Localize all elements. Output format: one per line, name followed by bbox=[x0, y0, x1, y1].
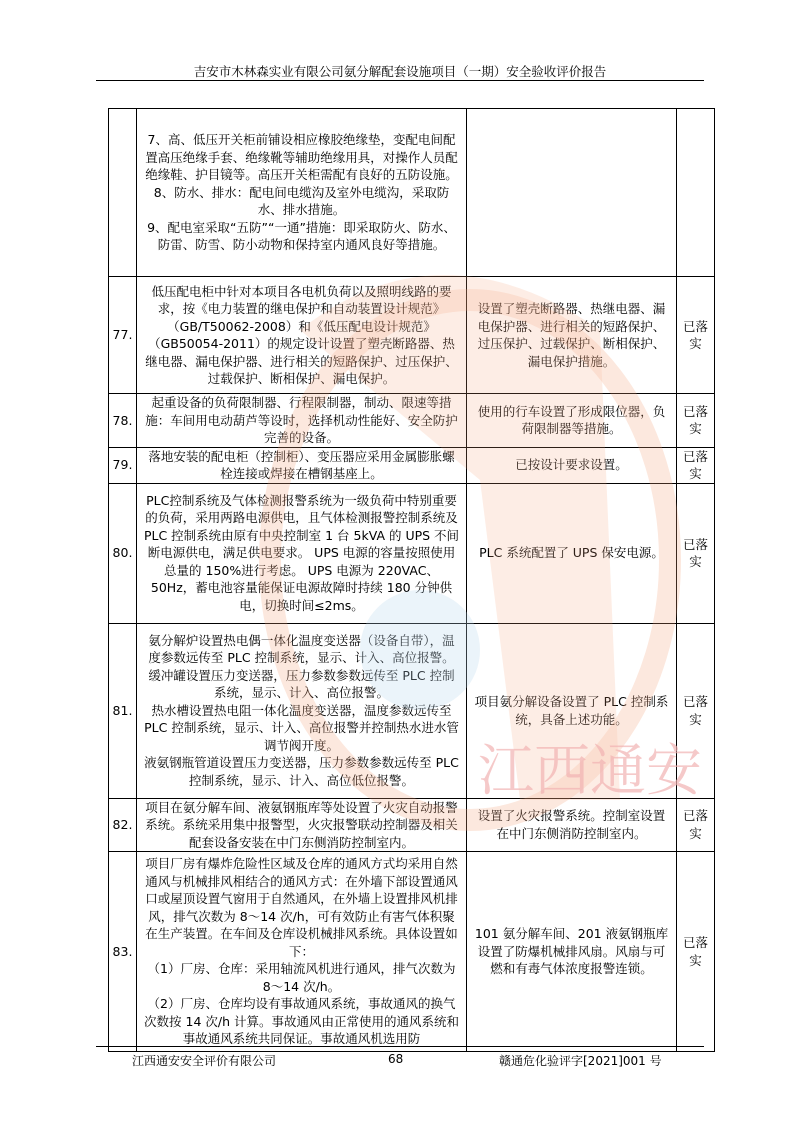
table-row bbox=[109, 852, 715, 1052]
requirement-paragraph: 低压配电柜中针对本项目各电机负荷以及照明线路的要求，按《电力装置的继电保护和自动装置设计规范》（GB/T50062-2008）和《低压配电设计规范》（GB50054-2011）的规定设计设置了塑壳断路器、热继电器、漏电保护器、进行相关的短路保护、过压保护、过载保护、断相保护、漏电保护。 bbox=[145, 283, 458, 386]
requirement-paragraph: （1）厂房、仓库：采用轴流风机进行通风，排气次数为 8～14 次/h。 bbox=[147, 961, 456, 994]
requirement-cell bbox=[137, 852, 467, 1052]
requirement-cell bbox=[137, 447, 467, 483]
table-row bbox=[109, 798, 715, 852]
table-row bbox=[109, 394, 715, 448]
row-number: 78. bbox=[109, 394, 137, 448]
actual-situation-cell: 设置了火灾报警系统。控制室设置在中门东侧消防控制室内。 bbox=[467, 798, 677, 852]
actual-situation-cell: PLC 系统配置了 UPS 保安电源。 bbox=[467, 483, 677, 623]
result-cell bbox=[677, 109, 715, 277]
footer-company: 江西通安安全评价有限公司 bbox=[132, 1054, 277, 1068]
row-number: 79. bbox=[109, 447, 137, 483]
header-divider bbox=[96, 80, 704, 81]
requirement-paragraph: 氨分解炉设置热电偶一体化温度变送器（设备自带），温度参数远传至 PLC 控制系统，显示、计入、高位报警。 bbox=[148, 632, 455, 666]
table-row bbox=[109, 109, 715, 277]
result-cell: 已落实 bbox=[677, 447, 715, 483]
actual-situation-cell: 已按设计要求设置。 bbox=[467, 447, 677, 483]
result-cell: 已落实 bbox=[677, 798, 715, 852]
requirement-paragraph: 项目厂房有爆炸危险性区域及仓库的通风方式均采用自然通风与机械排风相结合的通风方式：在外墙下部设置通风口或屋顶设置气窗用于自然通风，在外墙上设置排风机排风，排气次数为 8～14 次/h，可有效防止有害气体积聚在生产装置。在车间及仓库设机械排风系统。具体设置如下： bbox=[145, 856, 458, 959]
row-number: 80. bbox=[109, 483, 137, 623]
requirement-paragraph: 落地安装的配电柜（控制柜）、变压器应采用金属膨胀螺栓连接或焊接在槽钢基座上。 bbox=[148, 448, 455, 481]
requirement-paragraph: 缓冲罐设置压力变送器，压力参数参数远传至 PLC 控制系统，显示、计入、高位报警。 bbox=[148, 667, 455, 701]
row-number bbox=[109, 109, 137, 277]
actual-situation-cell: 设置了塑壳断路器、热继电器、漏电保护器、进行相关的短路保护、过压保护、过载保护、断相保护、漏电保护措施。 bbox=[467, 277, 677, 394]
requirement-paragraph: 9、配电室采取“五防”“一通”措施：即采取防火、防水、防雷、防雪、防小动物和保持室内通风良好等措施。 bbox=[147, 219, 456, 253]
requirement-cell bbox=[137, 109, 467, 277]
requirement-paragraph: PLC控制系统及气体检测报警系统为一级负荷中特别重要的负荷，采用两路电源供电，且气体检测报警控制系统及 PLC 控制系统由原有中央控制室 1 台 5kVA 的 UPS 不间断电源供电，满足供电要求。 UPS 电源的容量按照使用总量的 150%进行考虑。 UPS 电源为 220VAC、 50Hz，蓄电池容量能保证电源故障时持续 180 分钟供电，切换时间≤2ms。 bbox=[143, 492, 460, 613]
result-cell: 已落实 bbox=[677, 623, 715, 798]
result-cell: 已落实 bbox=[677, 483, 715, 623]
acceptance-table bbox=[108, 108, 715, 1052]
requirement-paragraph: 起重设备的负荷限制器、行程限制器，制动、限速等措施：车间用电动葫芦等设时，选择机动性能好、安全防护完善的设备。 bbox=[145, 395, 458, 445]
actual-situation-cell: 项目氨分解设备设置了 PLC 控制系统，具备上述功能。 bbox=[467, 623, 677, 798]
footer-page-number: 68 bbox=[388, 1052, 404, 1066]
actual-situation-cell: 101 氨分解车间、201 液氨钢瓶库设置了防爆机械排风扇。风扇与可燃和有毒气体浓度报警连锁。 bbox=[467, 852, 677, 1052]
requirement-paragraph: 热水槽设置热电阻一体化温度变送器，温度参数远传至 PLC 控制系统，显示、计入、高位报警并控制热水进水管调节阀开度。 bbox=[144, 702, 459, 753]
requirement-cell bbox=[137, 394, 467, 448]
result-cell: 已落实 bbox=[677, 394, 715, 448]
requirement-paragraph: 8、防水、排水：配电间电缆沟及室外电缆沟，采取防水、排水措施。 bbox=[153, 184, 450, 218]
footer-doc-code: 赣通危化验评字[2021]001 号 bbox=[499, 1054, 662, 1068]
watermark-text: 江西通安 bbox=[478, 739, 702, 804]
row-number: 77. bbox=[109, 277, 137, 394]
requirement-paragraph: 7、高、低压开关柜前铺设相应橡胶绝缘垫，变配电间配置高压绝缘手套、绝缘靴等辅助绝缘用具，对操作人员配绝缘鞋、护目镜等。高压开关柜需配有良好的五防设施。 bbox=[145, 132, 458, 183]
row-number: 83. bbox=[109, 852, 137, 1052]
page-header-title: 吉安市木林森实业有限公司氨分解配套设施项目（一期）安全验收评价报告 bbox=[193, 64, 607, 79]
requirement-paragraph: 项目在氨分解车间、液氨钢瓶库等处设置了火灾自动报警系统。系统采用集中报警型，火灾报警联动控制器及相关配套设备安装在中门东侧消防控制室内。 bbox=[145, 799, 458, 850]
table-row bbox=[109, 277, 715, 394]
requirement-paragraph: 液氨钢瓶管道设置压力变送器，压力参数参数远传至 PLC 控制系统，显示、计入、高位低位报警。 bbox=[144, 755, 459, 788]
table-row bbox=[109, 447, 715, 483]
result-cell: 已落实 bbox=[677, 852, 715, 1052]
requirement-cell bbox=[137, 277, 467, 394]
requirement-cell bbox=[137, 623, 467, 798]
actual-situation-cell: 使用的行车设置了形成限位器，负荷限制器等措施。 bbox=[467, 394, 677, 448]
row-number: 81. bbox=[109, 623, 137, 798]
requirement-paragraph: （2）厂房、仓库均设有事故通风系统，事故通风的换气次数按 14 次/h 计算。事故通风由正常使用的通风系统和事故通风系统共同保证。事故通风机选用防 bbox=[144, 996, 459, 1047]
requirement-cell bbox=[137, 798, 467, 852]
row-number: 82. bbox=[109, 798, 137, 852]
requirement-cell bbox=[137, 483, 467, 623]
footer-divider bbox=[96, 1046, 704, 1047]
table-row bbox=[109, 623, 715, 798]
table-row bbox=[109, 483, 715, 623]
actual-situation-cell bbox=[467, 109, 677, 277]
result-cell: 已落实 bbox=[677, 277, 715, 394]
